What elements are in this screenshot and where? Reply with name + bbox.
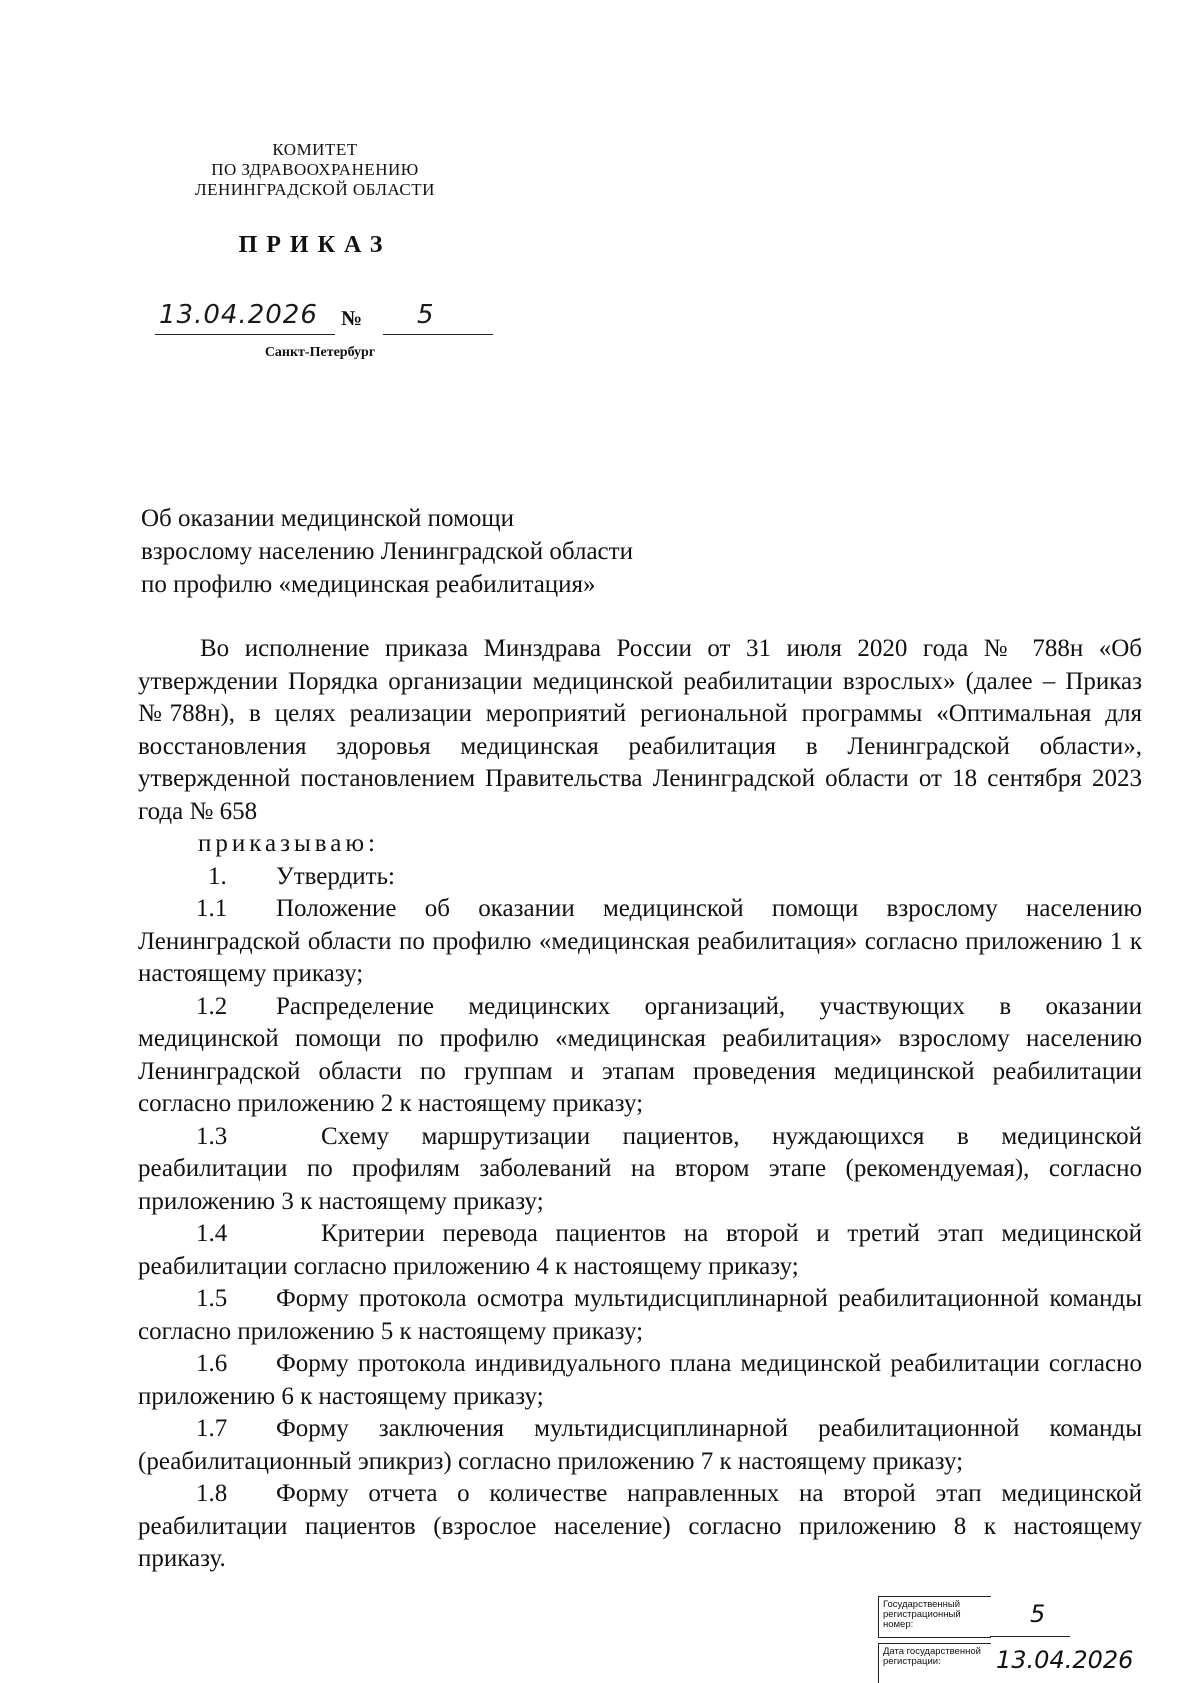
stamp-rule bbox=[990, 1636, 1070, 1637]
date-underline bbox=[155, 334, 335, 335]
org-line: КОМИТЕТ bbox=[272, 140, 358, 159]
subitem bbox=[138, 893, 1142, 991]
handwritten-number: 5 bbox=[417, 300, 434, 330]
reg-date-label: Дата государственной регистрации: bbox=[883, 1646, 981, 1667]
subitem-text: Форму протокола индивидуального плана медицинской реабилитации согласно приложению 6 к настоящему приказу; bbox=[138, 1350, 1142, 1410]
subitem bbox=[138, 1478, 1142, 1576]
item-number: 1. bbox=[208, 862, 227, 890]
org-line: ЛЕНИНГРАДСКОЙ ОБЛАСТИ bbox=[195, 180, 435, 199]
stamp-number-cell bbox=[878, 1596, 991, 1638]
subitem bbox=[138, 1218, 1142, 1283]
reg-number-value: 5 bbox=[1030, 1600, 1046, 1628]
reg-date-value: 13.04.2026 bbox=[996, 1646, 1134, 1674]
city: Санкт-Петербург bbox=[264, 345, 376, 360]
reg-number-label: Государственный регистрационный номер: bbox=[883, 1599, 961, 1630]
number-sign: № bbox=[341, 306, 363, 330]
subitem-text: Форму отчета о количестве направленных на второй этап медицинской реабилитации пациентов (взрослое население) согласно приложению 8 к настоящему приказу. bbox=[138, 1480, 1142, 1572]
item-1 bbox=[138, 861, 1142, 894]
subitem-text: Распределение медицинских организаций, участвующих в оказании медицинской помощи по профилю «медицинская реабилитация» взрослому населению Ленинградской области по группам и этапам проведения медицинской реабилитации согласно приложению 2 к настоящему приказу; bbox=[138, 992, 1142, 1117]
subitem bbox=[138, 991, 1142, 1121]
subitem bbox=[138, 1413, 1142, 1478]
item-text: Утвердить: bbox=[276, 862, 395, 890]
subitem-text: Критерии перевода пациентов на второй и третий этап медицинской реабилитации согласно приложению 4 к настоящему приказу; bbox=[138, 1220, 1142, 1280]
org-line: ПО ЗДРАВООХРАНЕНИЮ bbox=[211, 160, 419, 179]
subitem-number: 1.1 bbox=[196, 895, 228, 922]
document-body bbox=[138, 633, 1142, 1576]
handwritten-date: 13.04.2026 bbox=[159, 300, 318, 330]
subitem-text: Форму протокола осмотра мультидисциплинарной реабилитационной команды согласно приложению 5 к настоящему приказу; bbox=[138, 1285, 1142, 1345]
document-type: ПРИКАЗ bbox=[238, 232, 392, 258]
stamp-date-cell bbox=[878, 1643, 991, 1683]
number-underline bbox=[383, 334, 493, 335]
subitem-number: 1.2 bbox=[196, 992, 228, 1020]
subitem-text: Схему маршрутизации пациентов, нуждающихся в медицинской реабилитации по профилям заболеваний на втором этапе (рекомендуемая), согласно приложению 3 к настоящему приказу; bbox=[138, 1122, 1142, 1215]
preamble: Во исполнение приказа Минздрава России от 31 июля 2020 года № 788н «Об утверждении Порядка организации медицинской реабилитации взрослых» (далее – Приказ №788н), в целях реализации мероприятий региональной программы «Оптимальная для восстановления здоровья медицинская реабилитация в Ленинградской области», утвержденной постановлением Правительства Ленинградской области от 18 сентября 2023 года № 658 bbox=[138, 635, 1142, 825]
subitem bbox=[138, 1121, 1142, 1219]
subitem bbox=[138, 1348, 1142, 1413]
subitem bbox=[138, 1283, 1142, 1348]
subitem-number: 1.5 bbox=[196, 1285, 228, 1312]
title-line: по профилю «медицинская реабилитация» bbox=[141, 571, 596, 598]
order-word: приказываю: bbox=[198, 830, 379, 857]
subitem-number: 1.8 bbox=[196, 1480, 228, 1507]
issuing-organization bbox=[150, 140, 480, 200]
title-line: взрослому населению Ленинградской области bbox=[141, 538, 633, 565]
document-title bbox=[141, 502, 633, 601]
registration-stamp bbox=[878, 1596, 1200, 1682]
date-number-line bbox=[155, 300, 495, 340]
subitem-number: 1.3 bbox=[196, 1122, 228, 1150]
title-line: Об оказании медицинской помощи bbox=[141, 505, 515, 532]
subitem-number: 1.7 bbox=[196, 1415, 228, 1442]
subitem-text: Форму заключения мультидисциплинарной реабилитационной команды (реабилитационный эпикриз) согласно приложению 7 к настоящему приказу; bbox=[138, 1415, 1142, 1475]
subitem-text: Положение об оказании медицинской помощи взрослому населению Ленинградской области по профилю «медицинская реабилитация» согласно приложению 1 к настоящему приказу; bbox=[138, 895, 1142, 987]
subitem-number: 1.4 bbox=[196, 1220, 228, 1247]
subitem-number: 1.6 bbox=[196, 1350, 228, 1377]
